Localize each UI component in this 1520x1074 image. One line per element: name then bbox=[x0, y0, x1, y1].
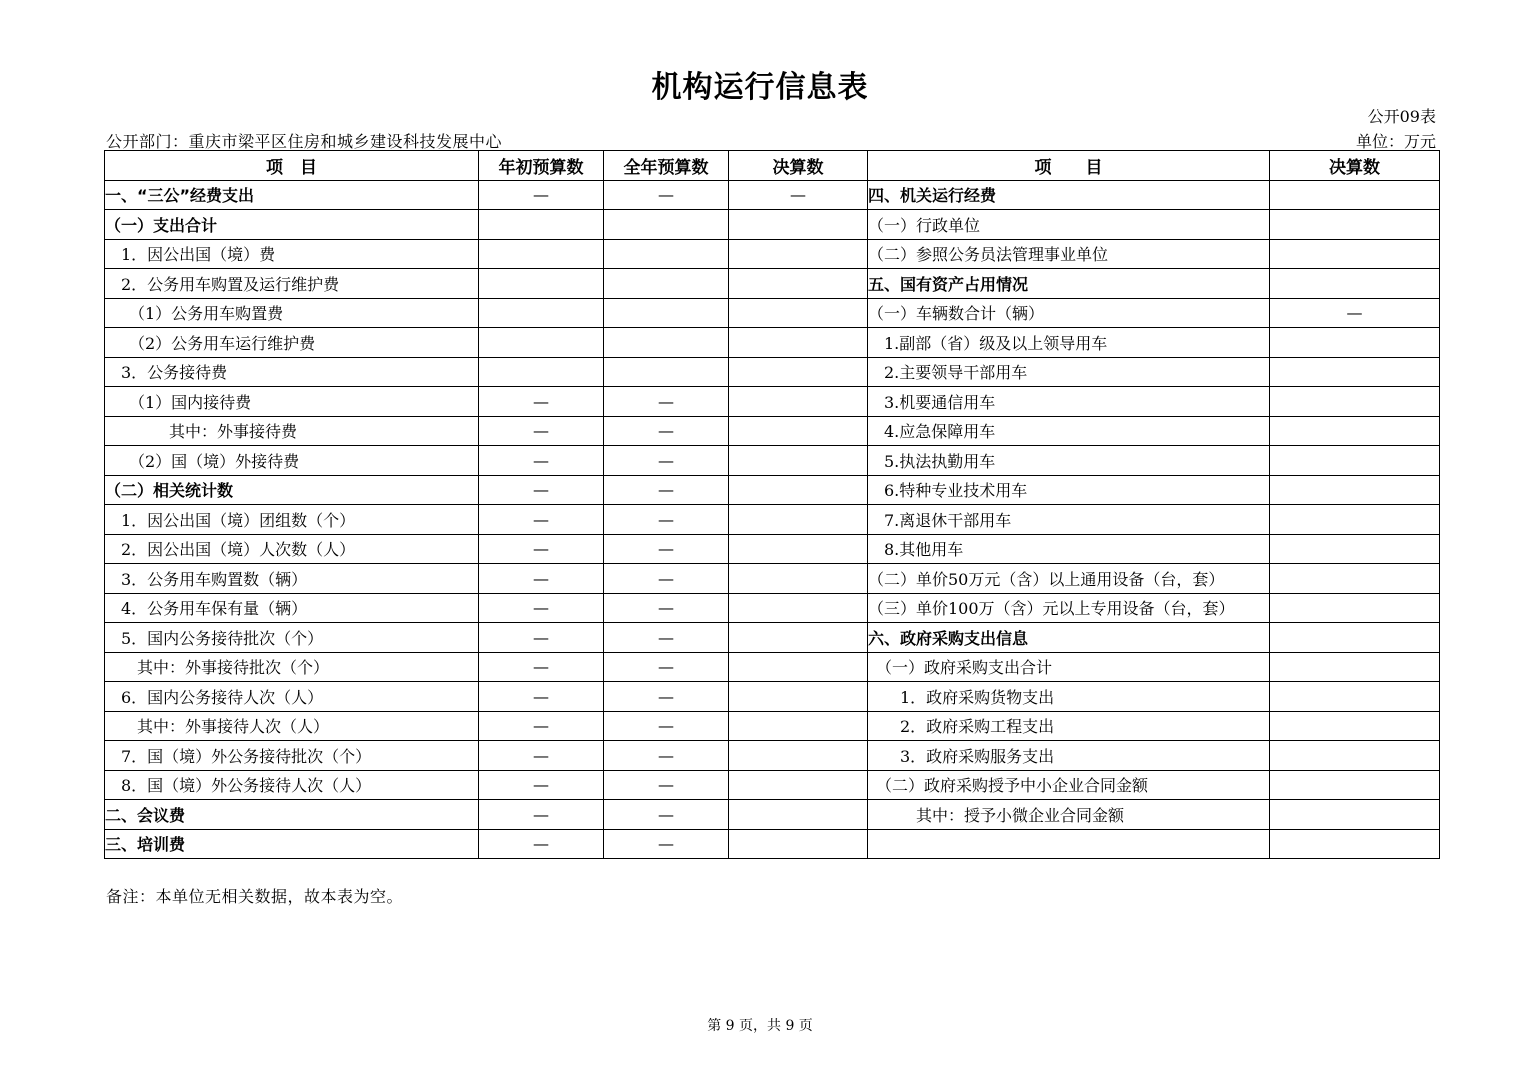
cell-item-left: 5．国内公务接待批次（个） bbox=[105, 623, 479, 653]
header-budget-initial: 年初预算数 bbox=[479, 151, 604, 181]
cell-budget-initial: — bbox=[479, 180, 604, 210]
cell-final-left bbox=[729, 298, 868, 328]
cell-budget-initial: — bbox=[479, 829, 604, 859]
header-item-left: 项 目 bbox=[105, 151, 479, 181]
cell-item-right: 2.主要领导干部用车 bbox=[868, 357, 1270, 387]
cell-budget-initial: — bbox=[479, 711, 604, 741]
cell-final-right bbox=[1270, 357, 1440, 387]
cell-item-left: 一、“三公”经费支出 bbox=[105, 180, 479, 210]
cell-item-right: 1．政府采购货物支出 bbox=[868, 682, 1270, 712]
table-row bbox=[105, 593, 1440, 623]
cell-final-right bbox=[1270, 269, 1440, 299]
cell-budget-full: — bbox=[604, 534, 729, 564]
cell-final-left bbox=[729, 623, 868, 653]
cell-final-left bbox=[729, 652, 868, 682]
cell-budget-initial: — bbox=[479, 741, 604, 771]
cell-item-left: 3．公务用车购置数（辆） bbox=[105, 564, 479, 594]
cell-item-right bbox=[868, 829, 1270, 859]
cell-budget-full: — bbox=[604, 416, 729, 446]
table-row bbox=[105, 446, 1440, 476]
page-title: 机构运行信息表 bbox=[651, 70, 869, 105]
cell-item-right: 其中：授予小微企业合同金额 bbox=[868, 800, 1270, 830]
cell-final-left bbox=[729, 239, 868, 269]
cell-item-left: 8．国（境）外公务接待人次（人） bbox=[105, 770, 479, 800]
cell-budget-initial bbox=[479, 269, 604, 299]
cell-item-left: （2）公务用车运行维护费 bbox=[105, 328, 479, 358]
cell-final-left bbox=[729, 829, 868, 859]
page-footer: 第 9 页，共 9 页 bbox=[707, 1018, 813, 1034]
cell-final-right bbox=[1270, 711, 1440, 741]
cell-final-right bbox=[1270, 210, 1440, 240]
cell-final-left bbox=[729, 357, 868, 387]
cell-item-right: 3．政府采购服务支出 bbox=[868, 741, 1270, 771]
cell-final-left bbox=[729, 446, 868, 476]
cell-item-right: （二）单价50万元（含）以上通用设备（台，套） bbox=[868, 564, 1270, 594]
cell-final-right: — bbox=[1270, 298, 1440, 328]
cell-item-right: （三）单价100万（含）元以上专用设备（台，套） bbox=[868, 593, 1270, 623]
cell-budget-full: — bbox=[604, 180, 729, 210]
cell-final-left: — bbox=[729, 180, 868, 210]
table-row bbox=[105, 711, 1440, 741]
cell-final-left bbox=[729, 564, 868, 594]
cell-budget-full: — bbox=[604, 446, 729, 476]
table-row bbox=[105, 357, 1440, 387]
cell-final-left bbox=[729, 210, 868, 240]
cell-budget-full bbox=[604, 328, 729, 358]
cell-budget-full: — bbox=[604, 593, 729, 623]
cell-budget-full: — bbox=[604, 770, 729, 800]
cell-final-right bbox=[1270, 387, 1440, 417]
cell-budget-full: — bbox=[604, 741, 729, 771]
cell-budget-full: — bbox=[604, 711, 729, 741]
cell-budget-initial: — bbox=[479, 593, 604, 623]
cell-budget-initial: — bbox=[479, 505, 604, 535]
cell-item-left: （二）相关统计数 bbox=[105, 475, 479, 505]
cell-budget-initial: — bbox=[479, 623, 604, 653]
cell-final-right bbox=[1270, 564, 1440, 594]
cell-final-left bbox=[729, 800, 868, 830]
cell-budget-initial bbox=[479, 357, 604, 387]
cell-item-right: （二）参照公务员法管理事业单位 bbox=[868, 239, 1270, 269]
table-row bbox=[105, 623, 1440, 653]
cell-item-left: 1．因公出国（境）费 bbox=[105, 239, 479, 269]
cell-budget-initial: — bbox=[479, 564, 604, 594]
cell-item-right: 四、机关运行经费 bbox=[868, 180, 1270, 210]
table-row bbox=[105, 475, 1440, 505]
cell-final-right bbox=[1270, 682, 1440, 712]
cell-final-left bbox=[729, 682, 868, 712]
table-row bbox=[105, 682, 1440, 712]
cell-budget-full: — bbox=[604, 475, 729, 505]
cell-budget-full: — bbox=[604, 829, 729, 859]
cell-final-right bbox=[1270, 623, 1440, 653]
cell-item-right: 7.离退休干部用车 bbox=[868, 505, 1270, 535]
cell-final-left bbox=[729, 416, 868, 446]
table-row bbox=[105, 180, 1440, 210]
cell-item-left: （一）支出合计 bbox=[105, 210, 479, 240]
cell-item-left: 3．公务接待费 bbox=[105, 357, 479, 387]
cell-item-right: 2．政府采购工程支出 bbox=[868, 711, 1270, 741]
cell-budget-initial: — bbox=[479, 800, 604, 830]
table-row bbox=[105, 564, 1440, 594]
cell-final-left bbox=[729, 505, 868, 535]
cell-budget-full bbox=[604, 239, 729, 269]
cell-budget-full: — bbox=[604, 800, 729, 830]
cell-budget-full bbox=[604, 210, 729, 240]
cell-item-right: （一）行政单位 bbox=[868, 210, 1270, 240]
cell-item-left: 其中：外事接待费 bbox=[105, 416, 479, 446]
cell-item-right: 3.机要通信用车 bbox=[868, 387, 1270, 417]
cell-item-right: （一）车辆数合计（辆） bbox=[868, 298, 1270, 328]
cell-final-right bbox=[1270, 593, 1440, 623]
table-row bbox=[105, 269, 1440, 299]
table-row bbox=[105, 416, 1440, 446]
cell-item-right: 4.应急保障用车 bbox=[868, 416, 1270, 446]
table-header-row bbox=[105, 151, 1440, 181]
cell-budget-initial: — bbox=[479, 416, 604, 446]
cell-budget-initial: — bbox=[479, 682, 604, 712]
cell-budget-full: — bbox=[604, 505, 729, 535]
cell-item-right: 5.执法执勤用车 bbox=[868, 446, 1270, 476]
cell-final-left bbox=[729, 269, 868, 299]
cell-item-right: 6.特种专业技术用车 bbox=[868, 475, 1270, 505]
cell-item-left: （1）国内接待费 bbox=[105, 387, 479, 417]
table-row bbox=[105, 770, 1440, 800]
cell-item-left: 7．国（境）外公务接待批次（个） bbox=[105, 741, 479, 771]
table-row bbox=[105, 328, 1440, 358]
footnote: 备注：本单位无相关数据，故本表为空。 bbox=[106, 887, 404, 906]
department-label: 公开部门：重庆市梁平区住房和城乡建设科技发展中心 bbox=[106, 132, 503, 151]
cell-final-left bbox=[729, 711, 868, 741]
header-final-right: 决算数 bbox=[1270, 151, 1440, 181]
cell-budget-initial: — bbox=[479, 387, 604, 417]
cell-final-right bbox=[1270, 416, 1440, 446]
cell-final-left bbox=[729, 770, 868, 800]
cell-budget-initial bbox=[479, 239, 604, 269]
table-row bbox=[105, 741, 1440, 771]
cell-item-right: （一）政府采购支出合计 bbox=[868, 652, 1270, 682]
cell-item-left: 2．因公出国（境）人次数（人） bbox=[105, 534, 479, 564]
cell-item-right: 六、政府采购支出信息 bbox=[868, 623, 1270, 653]
table-row bbox=[105, 239, 1440, 269]
cell-final-left bbox=[729, 593, 868, 623]
cell-budget-initial bbox=[479, 328, 604, 358]
cell-final-right bbox=[1270, 446, 1440, 476]
cell-item-right: （二）政府采购授予中小企业合同金额 bbox=[868, 770, 1270, 800]
cell-budget-full: — bbox=[604, 652, 729, 682]
cell-final-right bbox=[1270, 180, 1440, 210]
cell-final-right bbox=[1270, 534, 1440, 564]
cell-final-left bbox=[729, 741, 868, 771]
table-row bbox=[105, 800, 1440, 830]
cell-final-right bbox=[1270, 652, 1440, 682]
cell-budget-full: — bbox=[604, 682, 729, 712]
cell-final-right bbox=[1270, 770, 1440, 800]
cell-budget-full: — bbox=[604, 623, 729, 653]
cell-budget-initial: — bbox=[479, 475, 604, 505]
cell-final-right bbox=[1270, 800, 1440, 830]
cell-final-left bbox=[729, 475, 868, 505]
table-row bbox=[105, 298, 1440, 328]
cell-final-right bbox=[1270, 239, 1440, 269]
cell-item-left: 三、培训费 bbox=[105, 829, 479, 859]
cell-budget-full bbox=[604, 357, 729, 387]
cell-final-right bbox=[1270, 829, 1440, 859]
cell-budget-initial: — bbox=[479, 534, 604, 564]
table-row bbox=[105, 210, 1440, 240]
cell-item-left: 1．因公出国（境）团组数（个） bbox=[105, 505, 479, 535]
form-number: 公开09表 bbox=[1367, 107, 1436, 126]
cell-item-left: 其中：外事接待人次（人） bbox=[105, 711, 479, 741]
table-row bbox=[105, 534, 1440, 564]
cell-final-right bbox=[1270, 328, 1440, 358]
table-row bbox=[105, 387, 1440, 417]
cell-item-left: 其中：外事接待批次（个） bbox=[105, 652, 479, 682]
cell-item-left: 2．公务用车购置及运行维护费 bbox=[105, 269, 479, 299]
cell-item-left: （2）国（境）外接待费 bbox=[105, 446, 479, 476]
cell-item-left: （1）公务用车购置费 bbox=[105, 298, 479, 328]
unit-label: 单位：万元 bbox=[1355, 132, 1436, 151]
cell-budget-initial bbox=[479, 210, 604, 240]
cell-budget-full bbox=[604, 269, 729, 299]
cell-final-left bbox=[729, 328, 868, 358]
cell-final-left bbox=[729, 534, 868, 564]
table-row bbox=[105, 829, 1440, 859]
cell-budget-initial: — bbox=[479, 446, 604, 476]
cell-final-right bbox=[1270, 741, 1440, 771]
cell-item-left: 6．国内公务接待人次（人） bbox=[105, 682, 479, 712]
table-row bbox=[105, 652, 1440, 682]
cell-item-right: 8.其他用车 bbox=[868, 534, 1270, 564]
header-item-right: 项 目 bbox=[868, 151, 1270, 181]
cell-item-left: 二、会议费 bbox=[105, 800, 479, 830]
cell-item-left: 4．公务用车保有量（辆） bbox=[105, 593, 479, 623]
cell-final-left bbox=[729, 387, 868, 417]
info-table bbox=[104, 150, 1440, 859]
cell-budget-initial: — bbox=[479, 770, 604, 800]
cell-budget-initial bbox=[479, 298, 604, 328]
header-budget-full: 全年预算数 bbox=[604, 151, 729, 181]
cell-item-right: 1.副部（省）级及以上领导用车 bbox=[868, 328, 1270, 358]
table-row bbox=[105, 505, 1440, 535]
header-final-left: 决算数 bbox=[729, 151, 868, 181]
cell-item-right: 五、国有资产占用情况 bbox=[868, 269, 1270, 299]
cell-budget-full: — bbox=[604, 387, 729, 417]
cell-budget-initial: — bbox=[479, 652, 604, 682]
cell-final-right bbox=[1270, 505, 1440, 535]
cell-budget-full: — bbox=[604, 564, 729, 594]
cell-final-right bbox=[1270, 475, 1440, 505]
cell-budget-full bbox=[604, 298, 729, 328]
